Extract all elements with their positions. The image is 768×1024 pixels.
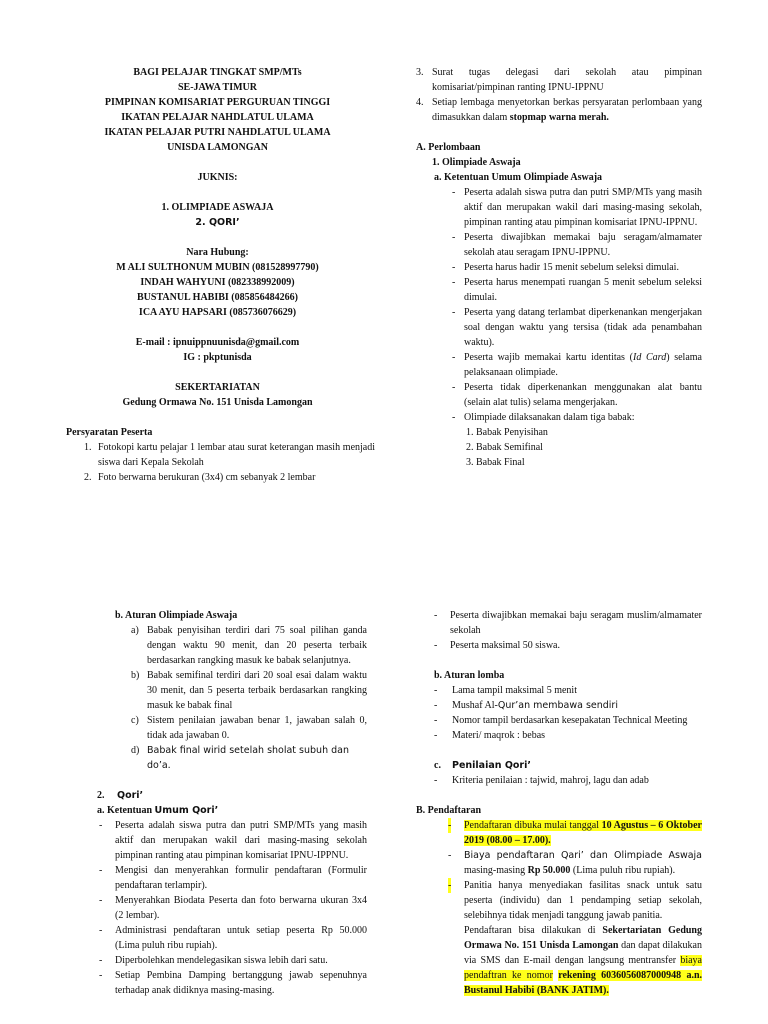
pendaftaran-text: dan dapat dilakukan via SMS dan E-mail dengan langsung mentransfer — [464, 940, 702, 966]
lomba-text: Materi/ maqrok : bebas — [452, 730, 546, 741]
qori-title: Qori’ — [117, 790, 144, 801]
bullet-item: - Peserta diwajibkan memakai baju seragam muslim/almamater sekolah — [434, 610, 702, 636]
header-line: BAGI PELAJAR TINGKAT SMP/MTs — [133, 67, 302, 78]
item-letter: b) — [131, 670, 140, 681]
lomba-item: - Mushaf Al-Qur’an membawa sendiri — [434, 700, 618, 711]
item-number: 4. — [416, 97, 424, 108]
ketentuan-qori-label: a. Ketentuan — [97, 805, 155, 816]
pendaftaran-fee: Rp 50.000 — [527, 865, 571, 876]
bullet-item: - Peserta wajib memakai kartu identitas (Id Card) selama pelaksanaan olimpiade. — [452, 352, 702, 378]
qori-heading — [97, 788, 367, 803]
contact-line: M ALI SULTHONUM MUBIN (081528997790) — [116, 262, 319, 273]
item-text: Surat tugas delegasi dari sekolah atau pimpinan komisariat/pimpinan ranting IPNU-IPPNU — [432, 67, 702, 93]
contact-line: INDAH WAHYUNI (082338992009) — [140, 277, 295, 288]
bullet-item: - Peserta harus menempati ruangan 5 menit sebelum seleksi dimulai. — [452, 277, 702, 303]
item-text: Foto berwarna berukuran (3x4) cm sebanyak 2 lembar — [98, 472, 316, 483]
bullet-text: Menyerahkan Biodata Peserta dan foto berwarna ukuran 3x4 (2 lembar). — [115, 895, 367, 921]
ketentuan-qori-heading — [97, 803, 367, 818]
olimpiade-heading: 1. Olimpiade Aswaja — [432, 157, 521, 168]
bullet-text: Peserta yang datang terlambat diperkenankan mengerjakan soal dengan waktu yang tersisa (tidak ada penambahan waktu). — [464, 307, 702, 348]
sekretariat-label: SEKERTARIATAN — [175, 382, 260, 393]
pendaftaran-text-cursive: Biaya pendaftaran Qari’ dan Olimpiade Aswaja — [464, 850, 702, 861]
item-text-bold: stopmap warna merah. — [509, 112, 609, 123]
pendaftaran-text-highlight: biaya pendaftran ke nomor — [464, 955, 702, 981]
item-number: 1. — [84, 442, 92, 453]
bullet-text: Peserta maksimal 50 siswa. — [450, 640, 560, 651]
pendaftaran-account: rekening 6036056087000948 a.n. Bustanul Habibi (BANK JATIM). — [464, 970, 702, 996]
item-letter: c. — [434, 760, 441, 771]
item-letter: d) — [131, 745, 140, 756]
bullet-item: - Olimpiade dilaksanakan dalam tiga babak: — [452, 412, 635, 423]
aturan-item — [97, 623, 367, 668]
penilaian-title: Penilaian Qori’ — [452, 760, 531, 771]
bullet-text: Peserta tidak diperkenankan menggunakan alat bantu (selain alat tulis) selama mengerjakan. — [464, 382, 702, 408]
aturan-item — [97, 713, 367, 743]
pendaftaran-text: (Lima puluh ribu rupiah). — [570, 865, 676, 876]
pendaftaran-item: - Panitia hanya menyediakan fasilitas snack untuk satu peserta (individu) dan 1 pendamping setiap sekolah, selebihnya tidak menjadi tanggung jawab panitia. — [448, 880, 702, 921]
bottom-right-column — [416, 608, 702, 998]
pendaftaran-text: Panitia hanya menyediakan fasilitas snack untuk satu peserta (individu) dan 1 pendamping setiap sekolah, selebihnya tidak menjadi tanggung jawab panitia. — [464, 880, 702, 921]
pendaftaran-text: Pendaftaran bisa dilakukan di — [464, 925, 603, 936]
lomba-text: Lama tampil maksimal 5 menit — [452, 685, 577, 696]
bullet-item: - Peserta diwajibkan memakai baju seragam/almamater sekolah atau seragam IPNU-IPPNU. — [452, 232, 702, 258]
sekretariat-address: Gedung Ormawa No. 151 Unisda Lamongan — [122, 397, 313, 408]
bullet-item: - Peserta yang datang terlambat diperkenankan mengerjakan soal dengan waktu yang tersisa (tidak ada penambahan waktu). — [452, 307, 702, 348]
bullet-item: - Peserta tidak diperkenankan menggunakan alat bantu (selain alat tulis) selama mengerjakan. — [452, 382, 702, 408]
lomba-item: - Lama tampil maksimal 5 menit — [434, 685, 577, 696]
aturan-item — [97, 743, 367, 773]
bullet-text: Peserta diwajibkan memakai baju seragam muslim/almamater sekolah — [450, 610, 702, 636]
bullet-item: - Menyerahkan Biodata Peserta dan foto berwarna ukuran 3x4 (2 lembar). — [99, 895, 367, 921]
bullet-text-italic: Id Card — [632, 352, 667, 363]
bullet-item: - Diperbolehkan mendelegasikan siswa lebih dari satu. — [99, 955, 328, 966]
juknis-item: 2. QORI’ — [195, 217, 240, 228]
bullet-item: - Administrasi pendaftaran untuk setiap peserta Rp 50.000 (Lima puluh ribu rupiah). — [99, 925, 367, 951]
persyaratan-item — [60, 440, 375, 470]
lomba-item: - Nomor tampil berdasarkan kesepakatan Technical Meeting — [434, 715, 688, 726]
contact-line: ICA AYU HAPSARI (085736076629) — [138, 307, 297, 318]
aturan-item — [97, 668, 367, 713]
bullet-item: - Mengisi dan menyerahkan formulir pendaftaran (Formulir pendaftaran terlampir). — [99, 865, 367, 891]
bullet-text: Peserta harus hadir 15 menit sebelum seleksi dimulai. — [464, 262, 679, 273]
item-text: Babak final wirid setelah sholat subuh dan do’a. — [147, 745, 349, 771]
persyaratan-item — [416, 65, 702, 95]
juknis-label: JUKNIS: — [197, 172, 238, 183]
pendaftaran-text: masing-masing — [464, 865, 528, 876]
bullet-text: Setiap Pembina Damping bertanggung jawab sepenuhnya terhadap anak didiknya masing-masing. — [115, 970, 367, 996]
item-number: 2. — [97, 790, 105, 801]
lomba-text-cursive: Qur’an membawa sendiri — [497, 700, 618, 711]
lomba-text: Nomor tampil berdasarkan kesepakatan Technical Meeting — [452, 715, 688, 726]
header-line: UNISDA LAMONGAN — [167, 142, 268, 153]
header-line: SE-JAWA TIMUR — [178, 82, 257, 93]
nara-hubung-label: Nara Hubung: — [186, 247, 249, 258]
ketentuan-qori-label-cursive: Umum Qori’ — [154, 805, 219, 816]
persyaratan-item — [416, 95, 702, 125]
bullet-text: Peserta diwajibkan memakai baju seragam/almamater sekolah atau seragam IPNU-IPPNU. — [464, 232, 702, 258]
aturan-lomba-heading: b. Aturan lomba — [434, 670, 505, 681]
pendaftaran-address: Sekertariatan Gedung Ormawa No. 151 Unisda Lamongan — [464, 925, 702, 951]
babak-item: 2. Babak Semifinal — [466, 442, 543, 453]
lomba-item: - Materi/ maqrok : bebas — [434, 730, 546, 741]
pendaftaran-heading: B. Pendaftaran — [416, 805, 481, 816]
item-text: Babak penyisihan terdiri dari 75 soal pilihan ganda dengan waktu 90 menit, dan 20 peserta terbaik berdasarkan rangking masuk ke babak selanjutnya. — [147, 625, 367, 666]
bullet-item: - Peserta adalah siswa putra dan putri SMP/MTs yang masih aktif dan merupakan wakil dari masing-masing sekolah, pimpinan ranting atau pimpinan komisariat IPNU-IPPNU. — [452, 187, 702, 228]
bullet-item: - Peserta adalah siswa putra dan putri SMP/MTs yang masih aktif dan merupakan wakil dari masing-masing sekolah pimpinan ranting atau pimpinan komisariat IPNU-IPPNU. — [99, 820, 367, 861]
email-line: E-mail : ipnuippnuunisda@gmail.com — [135, 337, 300, 348]
instagram-line: IG : pkptunisda — [183, 352, 252, 363]
item-text: Setiap lembaga menyetorkan berkas persyaratan perlombaan yang dimasukkan dalam — [432, 97, 702, 123]
babak-item: 3. Babak Final — [466, 457, 525, 468]
aturan-heading: b. Aturan Olimpiade Aswaja — [115, 610, 238, 621]
contact-line: BUSTANUL HABIBI (085856484266) — [137, 292, 298, 303]
bullet-text: Peserta adalah siswa putra dan putri SMP/MTs yang masih aktif dan merupakan wakil dari masing-masing sekolah pimpinan ranting atau pimpinan komisariat IPNU-IPPNU. — [115, 820, 367, 861]
pendaftaran-item: - Pendaftaran dibuka mulai tanggal 10 Agustus – 6 Oktober 2019 (08.00 – 17.00). — [448, 820, 702, 846]
item-text: Babak semifinal terdiri dari 20 soal esai dalam waktu 30 menit, dan 5 peserta terbaik berdasarkan rangking masuk ke babak final — [147, 670, 367, 711]
pendaftaran-paragraph — [416, 923, 702, 998]
babak-item: 1. Babak Penyisihan — [466, 427, 548, 438]
juknis-item: 1. OLIMPIADE ASWAJA — [161, 202, 274, 213]
bullet-text: Diperbolehkan mendelegasikan siswa lebih dari satu. — [115, 955, 328, 966]
item-letter: c) — [131, 715, 139, 726]
header-block — [60, 65, 375, 410]
ketentuan-heading: a. Ketentuan Umum Olimpiade Aswaja — [434, 172, 603, 183]
persyaratan-item — [60, 470, 375, 485]
pendaftaran-date: 10 Agustus – 6 Oktober 2019 (08.00 – 17.00). — [464, 820, 702, 846]
item-number: 2. — [84, 472, 92, 483]
bullet-text: Olimpiade dilaksanakan dalam tiga babak: — [464, 412, 635, 423]
bullet-text: Peserta harus menempati ruangan 5 menit sebelum seleksi dimulai. — [464, 277, 702, 303]
bullet-text: Peserta adalah siswa putra dan putri SMP/MTs yang masih aktif dan merupakan wakil dari masing-masing sekolah, pimpinan ranting atau pimpinan komisariat IPNU-IPPNU. — [464, 187, 702, 228]
item-letter: a) — [131, 625, 139, 636]
pendaftaran-text: Pendaftaran dibuka mulai tanggal — [464, 820, 602, 831]
bullet-text: Mengisi dan menyerahkan formulir pendaftaran (Formulir pendaftaran terlampir). — [115, 865, 367, 891]
item-text: Sistem penilaian jawaban benar 1, jawaban salah 0, tidak ada jawaban 0. — [147, 715, 367, 741]
item-text: Fotokopi kartu pelajar 1 lembar atau surat keterangan masih menjadi siswa dari Kepala Sekolah — [98, 442, 375, 468]
header-line: IKATAN PELAJAR PUTRI NAHDLATUL ULAMA — [104, 127, 331, 138]
lomba-text: Mushaf Al- — [452, 700, 498, 711]
penilaian-heading — [416, 758, 702, 773]
pendaftaran-item: - Biaya pendaftaran Qari’ dan Olimpiade Aswaja masing-masing Rp 50.000 (Lima puluh ribu rupiah). — [448, 850, 702, 876]
bottom-left-column — [97, 608, 367, 998]
top-right-column — [416, 65, 702, 470]
bullet-item: - Peserta maksimal 50 siswa. — [434, 640, 560, 651]
kriteria-text: Kriteria penilaian : tajwid, mahroj, lagu dan adab — [452, 775, 649, 786]
header-line: PIMPINAN KOMISARIAT PERGURUAN TINGGI — [104, 97, 331, 108]
bullet-text: ) selama pelaksanaan olimpiade. — [464, 352, 702, 378]
bullet-text: Administrasi pendaftaran untuk setiap peserta Rp 50.000 (Lima puluh ribu rupiah). — [115, 925, 367, 951]
header-line: IKATAN PELAJAR NAHDLATUL ULAMA — [121, 112, 314, 123]
bullet-text: Peserta wajib memakai kartu identitas ( — [464, 352, 633, 363]
section-perlombaan: A. Perlombaan — [416, 142, 481, 153]
bullet-item: - Setiap Pembina Damping bertanggung jawab sepenuhnya terhadap anak didiknya masing-masing. — [99, 970, 367, 996]
item-number: 3. — [416, 67, 424, 78]
kriteria-item: - Kriteria penilaian : tajwid, mahroj, lagu dan adab — [434, 775, 649, 786]
top-left-column — [60, 65, 375, 485]
persyaratan-title: Persyaratan Peserta — [66, 427, 153, 438]
bullet-item: - Peserta harus hadir 15 menit sebelum seleksi dimulai. — [452, 262, 679, 273]
